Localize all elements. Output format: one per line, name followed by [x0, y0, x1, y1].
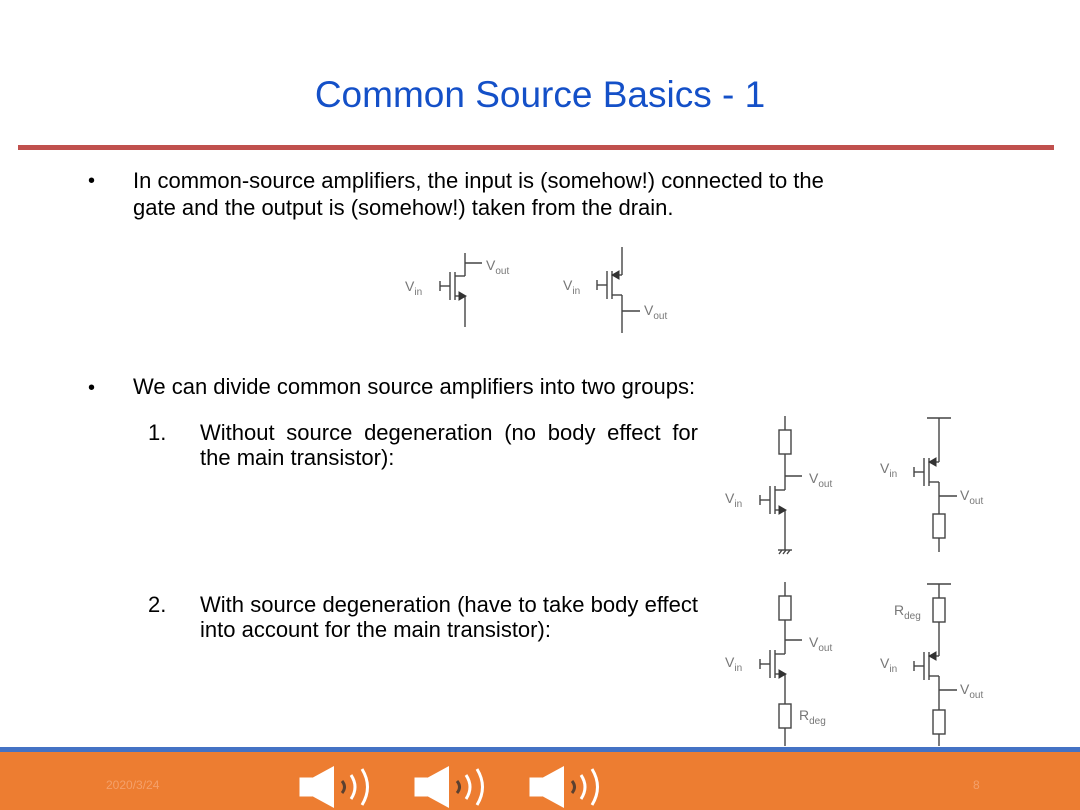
speaker-icon	[298, 764, 382, 810]
bullet-line: We can divide common source amplifiers into two groups:	[133, 374, 696, 399]
bullet-marker: •	[88, 170, 96, 192]
vout-label: $V_{out}$	[486, 257, 510, 277]
bullet-text-2	[133, 373, 695, 400]
audio-button-1[interactable]	[298, 764, 382, 810]
pmos-cs-diagram	[560, 245, 690, 335]
bullet-marker: •	[88, 377, 96, 399]
footer-date: 2020/3/24	[106, 778, 160, 792]
list-number-1: 1.	[148, 420, 167, 445]
bullet-text-1	[133, 167, 824, 221]
audio-button-2[interactable]	[413, 764, 497, 810]
title-divider	[18, 145, 1054, 150]
vin-label: $V_{in}$	[725, 654, 743, 674]
slide-title: Common Source Basics - 1	[314, 74, 766, 115]
vin-label: $V_{in}$	[880, 655, 898, 675]
list-number-2: 2.	[148, 592, 167, 617]
nmos-cs-degenerated-diagram	[720, 578, 850, 748]
vin-label: $V_{in}$	[405, 278, 423, 298]
group-1-text: Without source degeneration (no body effect for the main transistor):	[200, 420, 698, 470]
pmos-cs-degenerated-diagram	[875, 578, 1005, 748]
audio-button-3[interactable]	[528, 764, 612, 810]
speaker-icon	[528, 764, 612, 810]
vout-label: $V_{out}$	[809, 634, 833, 654]
vout-label: $V_{out}$	[644, 302, 668, 322]
pmos-cs-no-degeneration-diagram	[875, 412, 1005, 557]
page-number: 8	[973, 778, 980, 792]
rdeg-label: $R_{deg}$	[894, 602, 921, 622]
vout-label: $V_{out}$	[960, 487, 984, 507]
nmos-cs-no-degeneration-diagram	[720, 412, 850, 557]
group-2-text: With source degeneration (have to take body effect into account for the main transistor):	[200, 592, 698, 642]
bullet-line: gate and the output is (somehow!) taken from the drain.	[133, 195, 674, 220]
speaker-icon	[413, 764, 497, 810]
nmos-cs-diagram	[400, 245, 530, 330]
vout-label: $V_{out}$	[809, 470, 833, 490]
vin-label: $V_{in}$	[725, 490, 743, 510]
vout-label: $V_{out}$	[960, 681, 984, 701]
vin-label: $V_{in}$	[563, 277, 581, 297]
rdeg-label: $R_{deg}$	[799, 707, 826, 727]
vin-label: $V_{in}$	[880, 460, 898, 480]
bullet-line: In common-source amplifiers, the input is (somehow!) connected to the	[133, 168, 824, 193]
